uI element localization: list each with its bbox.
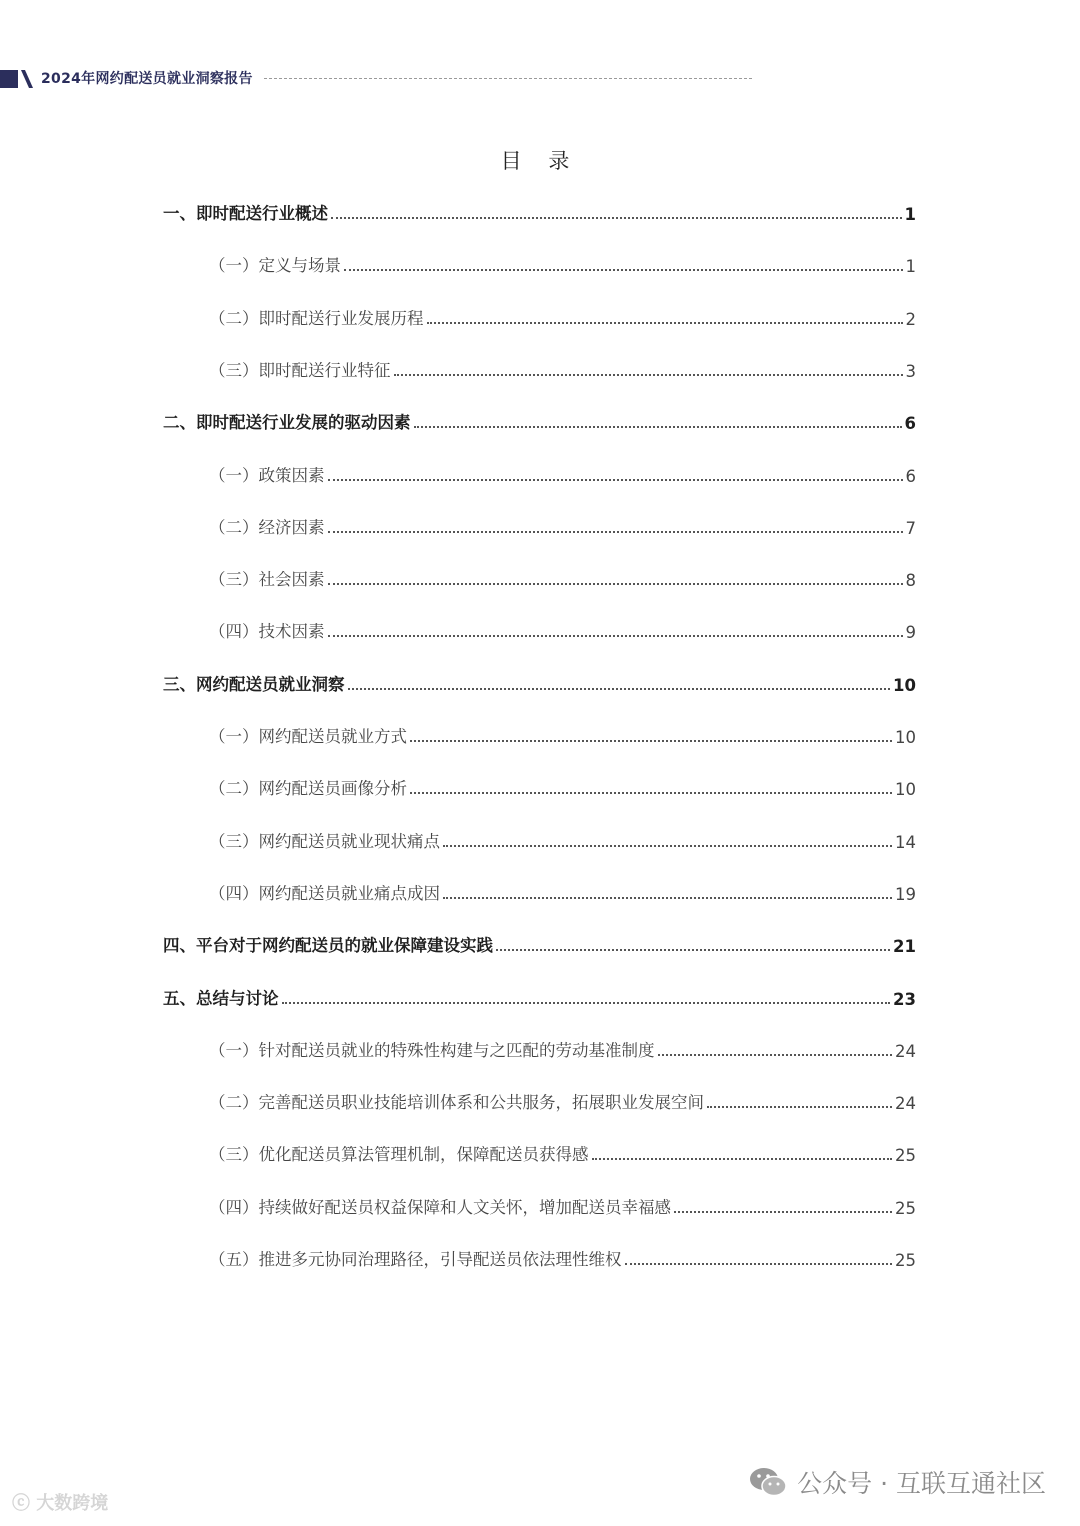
toc-leader-dots bbox=[328, 479, 903, 481]
toc-chapter-row[interactable] bbox=[163, 659, 916, 695]
toc-page-number: 14 bbox=[895, 832, 916, 852]
toc-entry-label: （三）即时配送行业特征 bbox=[209, 360, 391, 380]
toc-section-row[interactable] bbox=[163, 554, 916, 590]
toc-leader-dots bbox=[443, 845, 892, 847]
toc-leader-dots bbox=[443, 897, 892, 899]
toc-page-number: 25 bbox=[895, 1198, 916, 1218]
toc-leader-dots bbox=[414, 426, 902, 428]
toc-leader-dots bbox=[394, 374, 903, 376]
toc-section-row[interactable] bbox=[163, 606, 916, 642]
header-divider bbox=[264, 78, 752, 79]
toc-leader-dots bbox=[496, 949, 890, 951]
toc-entry-label: （五）推进多元协同治理路径，引导配送员依法理性维权 bbox=[209, 1250, 622, 1269]
toc-leader-dots bbox=[674, 1211, 892, 1213]
toc-leader-dots bbox=[328, 531, 903, 533]
toc-leader-dots bbox=[410, 792, 892, 794]
toc-page-number: 10 bbox=[895, 780, 916, 800]
toc-entry-label: （二）网约配送员画像分析 bbox=[209, 779, 407, 799]
toc-leader-dots bbox=[707, 1106, 892, 1108]
toc-page-number: 8 bbox=[905, 571, 916, 591]
toc-leader-dots bbox=[427, 322, 903, 324]
toc-section-row[interactable] bbox=[163, 711, 916, 747]
toc-page-number: 24 bbox=[895, 1094, 916, 1114]
toc-entry-label: 四、平台对于网约配送员的就业保障建设实践 bbox=[163, 936, 493, 956]
toc-leader-dots bbox=[328, 583, 903, 585]
toc-entry-label: 五、总结与讨论 bbox=[163, 988, 279, 1008]
toc-section-row[interactable] bbox=[163, 816, 916, 852]
toc-entry-label: （三）网约配送员就业现状痛点 bbox=[209, 831, 440, 851]
header-title: 2024年网约配送员就业洞察报告 bbox=[41, 71, 253, 87]
toc-page-number: 1 bbox=[905, 257, 916, 277]
toc-page-number: 9 bbox=[905, 623, 916, 643]
toc-section-row[interactable] bbox=[163, 1129, 916, 1165]
toc-entry-label: （三）社会因素 bbox=[209, 570, 325, 590]
toc-entry-label: 二、即时配送行业发展的驱动因素 bbox=[163, 413, 411, 433]
toc-leader-dots bbox=[331, 217, 902, 219]
toc-section-row[interactable] bbox=[163, 1182, 916, 1218]
toc-page-number: 6 bbox=[905, 466, 916, 486]
toc-page-number: 25 bbox=[895, 1251, 916, 1270]
toc-section-row[interactable] bbox=[163, 763, 916, 799]
toc-section-row[interactable] bbox=[163, 868, 916, 904]
toc-section-row[interactable] bbox=[163, 1234, 916, 1270]
toc-entry-label: （四）持续做好配送员权益保障和人文关怀，增加配送员幸福感 bbox=[209, 1197, 671, 1217]
wechat-icon bbox=[749, 1466, 787, 1498]
toc-page-number: 2 bbox=[905, 309, 916, 329]
toc-entry-label: （四）网约配送员就业痛点成因 bbox=[209, 883, 440, 903]
toc-entry-label: 三、网约配送员就业洞察 bbox=[163, 674, 345, 694]
publisher-text: 公众号 · 互联互通社区 bbox=[797, 1469, 1046, 1498]
toc-entry-label: （二）完善配送员职业技能培训体系和公共服务，拓展职业发展空间 bbox=[209, 1093, 704, 1113]
toc-page-number: 10 bbox=[893, 675, 916, 695]
toc-entry-label: 一、即时配送行业概述 bbox=[163, 204, 328, 223]
watermark-text: 大数跨境 bbox=[36, 1493, 109, 1514]
toc-chapter-row[interactable] bbox=[163, 920, 916, 956]
toc-entry-label: （一）政策因素 bbox=[209, 465, 325, 485]
toc-section-row[interactable] bbox=[163, 502, 916, 538]
toc-chapter-row[interactable] bbox=[163, 397, 916, 433]
toc-page-number: 19 bbox=[895, 884, 916, 904]
report-logo-icon bbox=[0, 68, 34, 88]
toc-page-number: 25 bbox=[895, 1146, 916, 1166]
toc-chapter-row[interactable] bbox=[163, 188, 916, 224]
toc-page-number: 10 bbox=[895, 728, 916, 747]
toc-page-number: 3 bbox=[905, 361, 916, 381]
toc-leader-dots bbox=[592, 1158, 893, 1160]
toc-page-number: 6 bbox=[904, 414, 916, 434]
toc-entry-label: （一）网约配送员就业方式 bbox=[209, 727, 407, 746]
toc-page-number: 24 bbox=[895, 1041, 916, 1061]
toc-entry-label: （一）针对配送员就业的特殊性构建与之匹配的劳动基准制度 bbox=[209, 1040, 655, 1060]
toc-leader-dots bbox=[344, 269, 903, 271]
toc-leader-dots bbox=[658, 1054, 893, 1056]
toc-section-row[interactable] bbox=[163, 450, 916, 486]
publisher-badge bbox=[749, 1464, 1046, 1500]
toc-entry-label: （二）即时配送行业发展历程 bbox=[209, 308, 424, 328]
toc-leader-dots bbox=[348, 688, 891, 690]
toc-page-number: 21 bbox=[893, 937, 916, 957]
page-header bbox=[0, 64, 760, 92]
toc-section-row[interactable] bbox=[163, 1077, 916, 1113]
toc-leader-dots bbox=[625, 1263, 893, 1265]
toc-entry-label: （三）优化配送员算法管理机制，保障配送员获得感 bbox=[209, 1145, 589, 1165]
watermark-icon: ⓒ bbox=[12, 1493, 30, 1514]
toc-title: 目 录 bbox=[500, 149, 580, 173]
toc-section-row[interactable] bbox=[163, 240, 916, 276]
toc-chapter-row[interactable] bbox=[163, 973, 916, 1009]
toc-leader-dots bbox=[328, 635, 903, 637]
toc-leader-dots bbox=[282, 1002, 891, 1004]
watermark bbox=[12, 1489, 108, 1515]
toc-page-number: 1 bbox=[904, 205, 916, 224]
toc-entry-label: （二）经济因素 bbox=[209, 517, 325, 537]
toc-section-row[interactable] bbox=[163, 1025, 916, 1061]
toc-page-number: 7 bbox=[905, 518, 916, 538]
toc-page-number: 23 bbox=[893, 989, 916, 1009]
toc-section-row[interactable] bbox=[163, 345, 916, 381]
toc-entry-label: （四）技术因素 bbox=[209, 622, 325, 642]
toc-section-row[interactable] bbox=[163, 293, 916, 329]
toc-entry-label: （一）定义与场景 bbox=[209, 256, 341, 276]
toc-leader-dots bbox=[410, 740, 892, 742]
